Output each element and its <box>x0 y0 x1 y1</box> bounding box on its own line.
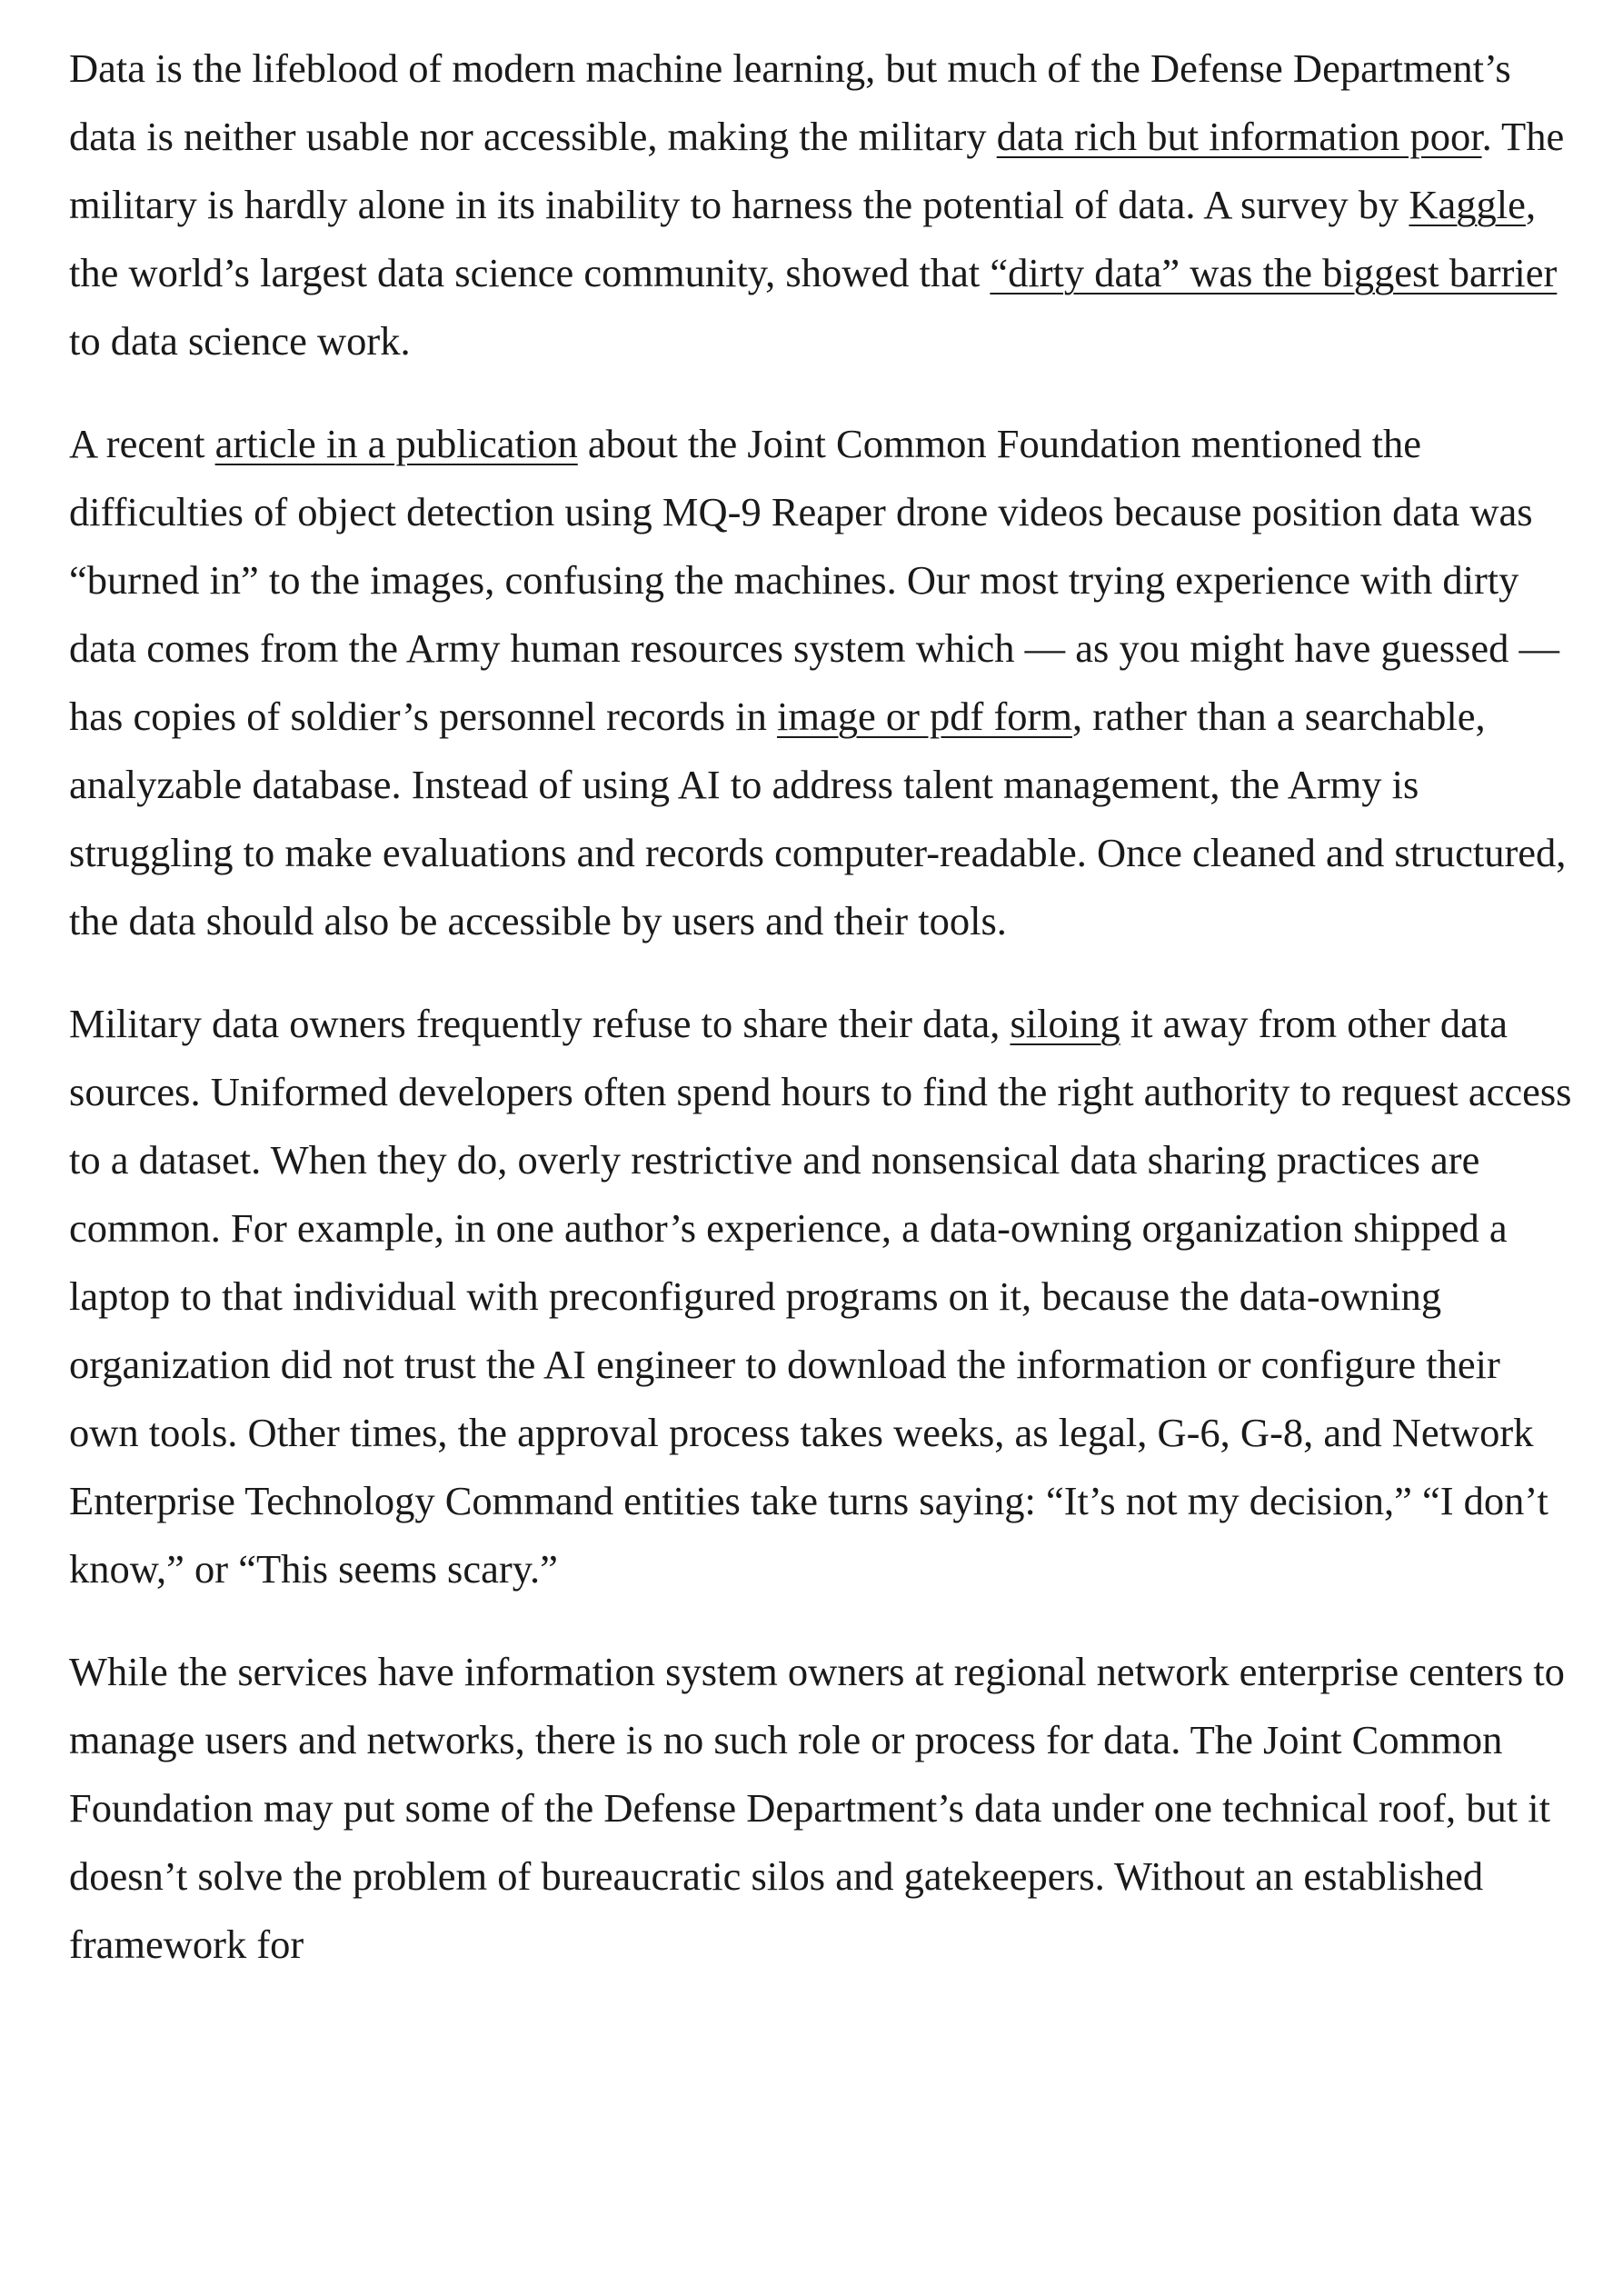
text-segment: While the services have information system owners at regional network enterprise centers to manage users and networks, there is no such role or process for data. The Joint Common Foundation may put some of the Defense Department’s data under one technical roof, but it doesn’t solve the problem of bureaucratic silos and gatekeepers. Without an established framework for <box>69 1649 1565 1967</box>
text-segment: it away from other data sources. Uniformed developers often spend hours to find the right authority to request access to a dataset. When they do, overly restrictive and nonsensical data sharing practices are common. For example, in one author’s experience, a data-owning organization shipped a laptop to that individual with preconfigured programs on it, because the data-owning organization did not trust the AI engineer to download the information or configure their own tools. Other times, the approval process takes weeks, as legal, G-6, G-8, and Network Enterprise Technology Command entities take turns saying: “It’s not my decision,” “I don’t know,” or “This seems scary.” <box>69 1001 1572 1592</box>
article-body <box>69 35 1578 2013</box>
text-segment: Military data owners frequently refuse to share their data, <box>69 1001 1011 1046</box>
text-segment: Data is the lifeblood of modern machine learning, but much of the Defense Department’s data is neither usable nor accessible, making the military <box>69 45 1511 159</box>
link-siloing[interactable]: siloing <box>1010 1001 1120 1046</box>
text-segment: , rather than a searchable, analyzable database. Instead of using AI to address talent management, the Army is struggling to make evaluations and records computer-readable. Once cleaned and structured, the data should also be accessible by users and their tools. <box>69 694 1567 943</box>
link-dirty-data-biggest-barrier[interactable]: “dirty data” was the biggest barrier <box>990 250 1558 295</box>
link-kaggle[interactable]: Kaggle <box>1409 182 1526 227</box>
link-data-rich-but-information-poor[interactable]: data rich but information poor <box>996 114 1482 159</box>
text-segment: A recent <box>69 421 215 466</box>
paragraph-2 <box>69 410 1578 955</box>
paragraph-4 <box>69 1638 1578 1979</box>
text-segment: . The military is hardly alone in its inability to harness the potential of data. A survey by <box>69 114 1565 227</box>
link-article-in-a-publication[interactable]: article in a publication <box>214 421 578 466</box>
text-segment: about the Joint Common Foundation mentioned the difficulties of object detection using MQ-9 Reaper drone videos because position data was “burned in” to the images, confusing the machines. Our most trying experience with dirty data comes from the Army human resources system which — as you might have guessed — has copies of soldier’s personnel records in <box>69 421 1559 739</box>
paragraph-1 <box>69 35 1578 375</box>
text-segment: , the world’s largest data science community, showed that <box>69 182 1537 295</box>
paragraph-3 <box>69 990 1578 1603</box>
link-image-or-pdf-form[interactable]: image or pdf form <box>776 694 1072 739</box>
text-segment: to data science work. <box>69 318 411 364</box>
